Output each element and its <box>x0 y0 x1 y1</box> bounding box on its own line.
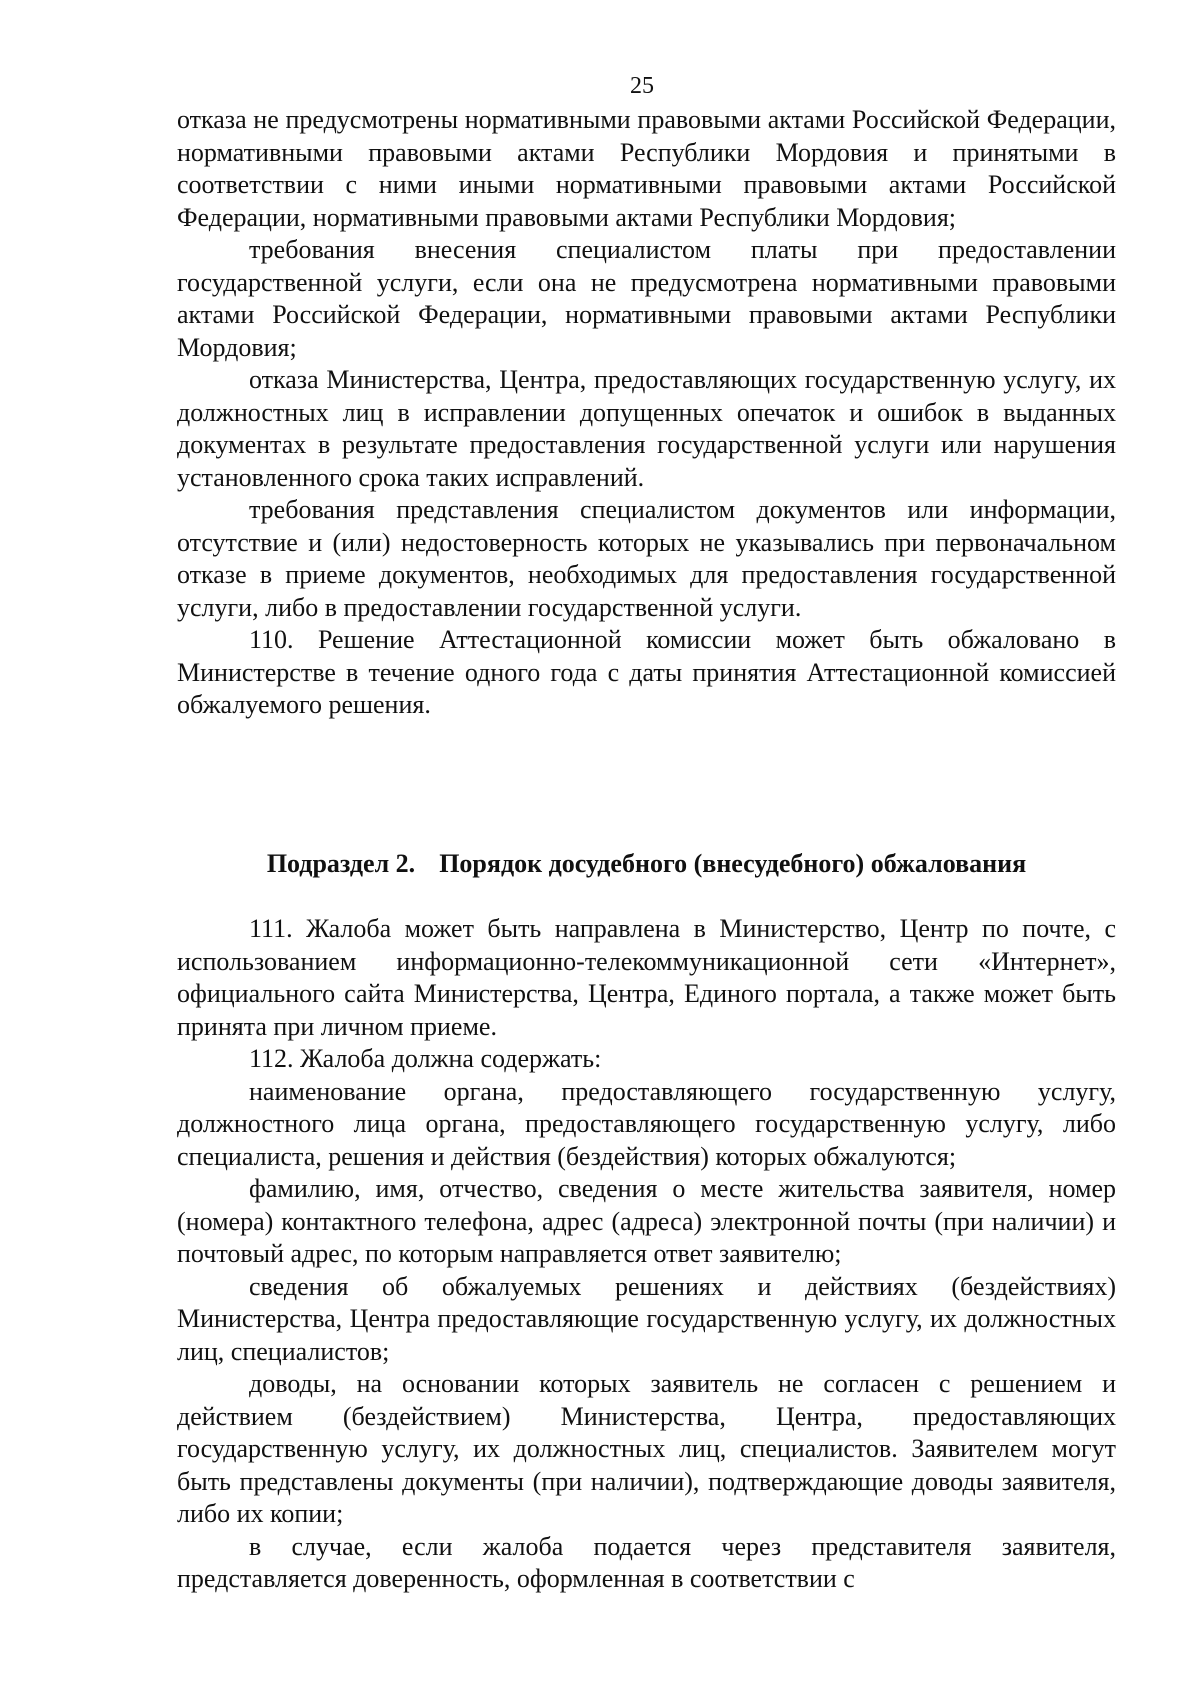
paragraph: 112. Жалоба должна содержать: <box>249 1044 602 1073</box>
section-title: Порядок досудебного (внесудебного) обжалования <box>439 849 1027 878</box>
body-text-top <box>177 104 1116 722</box>
body-text-bottom <box>177 913 1116 1596</box>
paragraph: наименование органа, предоставляющего государственную услугу, должностного лица органа, предоставляющего государственную услугу, либо специалиста, решения и действия (бездействия) которых обжалуются; <box>177 1076 1116 1171</box>
paragraph: требования представления специалистом документов или информации, отсутствие и (или) недостоверность которых не указывались при первоначальном отказе в приеме документов, необходимых для предоставления государственной услуги, либо в предоставлении государственной услуги. <box>177 495 1116 622</box>
paragraph: сведения об обжалуемых решениях и действиях (бездействиях) Министерства, Центра предоставляющие государственную услугу, их должностных лиц, специалистов; <box>177 1271 1116 1366</box>
paragraph: требования внесения специалистом платы при предоставлении государственной услуги, если она не предусмотрена нормативными правовыми актами Российской Федерации, нормативными правовыми актами Республики Мордовия; <box>177 235 1116 362</box>
paragraph: 111. Жалоба может быть направлена в Министерство, Центр по почте, с использованием информационно-телекоммуникационной сети «Интернет», официального сайта Министерства, Центра, Единого портала, а также может быть принята при личном приеме. <box>177 914 1116 1041</box>
page-number: 25 <box>630 73 654 99</box>
paragraph: фамилию, имя, отчество, сведения о месте жительства заявителя, номер (номера) контактного телефона, адрес (адреса) электронной почты (при наличии) и почтовый адрес, по которым направляется ответ заявителю; <box>177 1174 1116 1268</box>
paragraph: отказа не предусмотрены нормативными правовыми актами Российской Федерации, нормативными правовыми актами Республики Мордовия и принятыми в соответствии с ними иными нормативными правовыми актами Российской Федерации, нормативными правовыми актами Республики Мордовия; <box>177 105 1116 232</box>
paragraph: отказа Министерства, Центра, предоставляющих государственную услугу, их должностных лиц в исправлении допущенных опечаток и ошибок в выданных документах в результате предоставления государственной услуги или нарушения установленного срока таких исправлений. <box>177 365 1116 492</box>
section-label: Подраздел 2. <box>266 849 416 878</box>
paragraph: 110. Решение Аттестационной комиссии может быть обжаловано в Министерстве в течение одного года с даты принятия Аттестационной комиссией обжалуемого решения. <box>177 625 1116 719</box>
paragraph: в случае, если жалоба подается через представителя заявителя, представляется доверенность, оформленная в соответствии с <box>177 1531 1116 1593</box>
paragraph: доводы, на основании которых заявитель не согласен с решением и действием (бездействием) Министерства, Центра, предоставляющих государственную услугу, их должностных лиц, специалистов. Заявителем могут быть представлены документы (при наличии), подтверждающие доводы заявителя, либо их копии; <box>177 1369 1116 1528</box>
section-heading <box>177 848 1116 880</box>
